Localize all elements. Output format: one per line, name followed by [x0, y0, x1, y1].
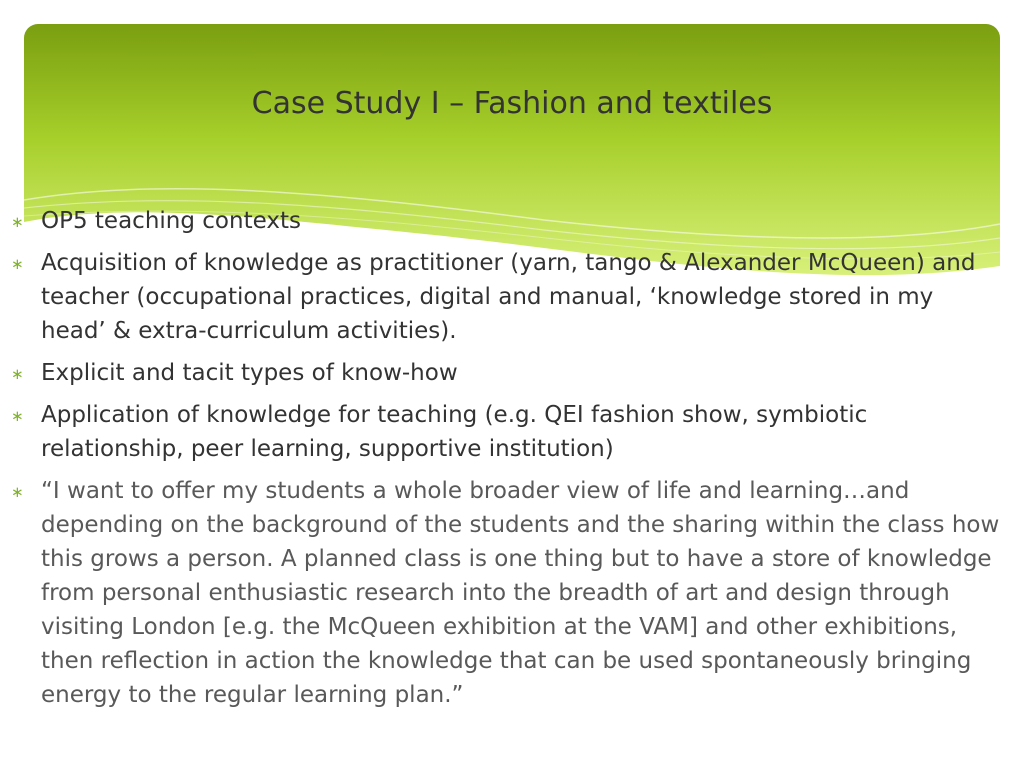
bullet-marker-icon: ∗ — [11, 365, 24, 383]
slide-title: Case Study I – Fashion and textiles — [251, 86, 773, 121]
bullet-item — [0, 204, 1024, 238]
bullet-text: Acquisition of knowledge as practitioner (yarn, tango & Alexander McQueen) and teacher (occupational practices, digital and manual, ‘knowledge stored in my head’ & extra-curriculum activities). — [41, 250, 976, 344]
bullet-text: Explicit and tacit types of know-how — [41, 360, 458, 386]
quote-text: “I want to offer my students a whole broader view of life and learning…and depending on the background of the students and the sharing within the class how this grows a person. A planned class is one thing but to have a store of knowledge from personal enthusiastic research into the breadth of art and design through visiting London [e.g. the McQueen exhibition at the VAM] and other exhibitions, then reflection in action the knowledge that can be used spontaneously bringing energy to the regular learning plan.” — [41, 478, 1000, 708]
bullet-item-quote — [0, 474, 1024, 712]
bullet-marker-icon: ∗ — [11, 255, 24, 273]
bullet-list — [0, 204, 1024, 720]
bullet-text: Application of knowledge for teaching (e.g. QEI fashion show, symbiotic relationship, peer learning, supportive institution) — [41, 402, 868, 462]
bullet-item — [0, 246, 1024, 348]
bullet-item — [0, 356, 1024, 390]
bullet-marker-icon: ∗ — [11, 407, 24, 425]
bullet-text: OP5 teaching contexts — [41, 208, 301, 234]
bullet-marker-icon: ∗ — [11, 213, 24, 231]
bullet-marker-icon: ∗ — [11, 483, 24, 501]
bullet-item — [0, 398, 1024, 466]
